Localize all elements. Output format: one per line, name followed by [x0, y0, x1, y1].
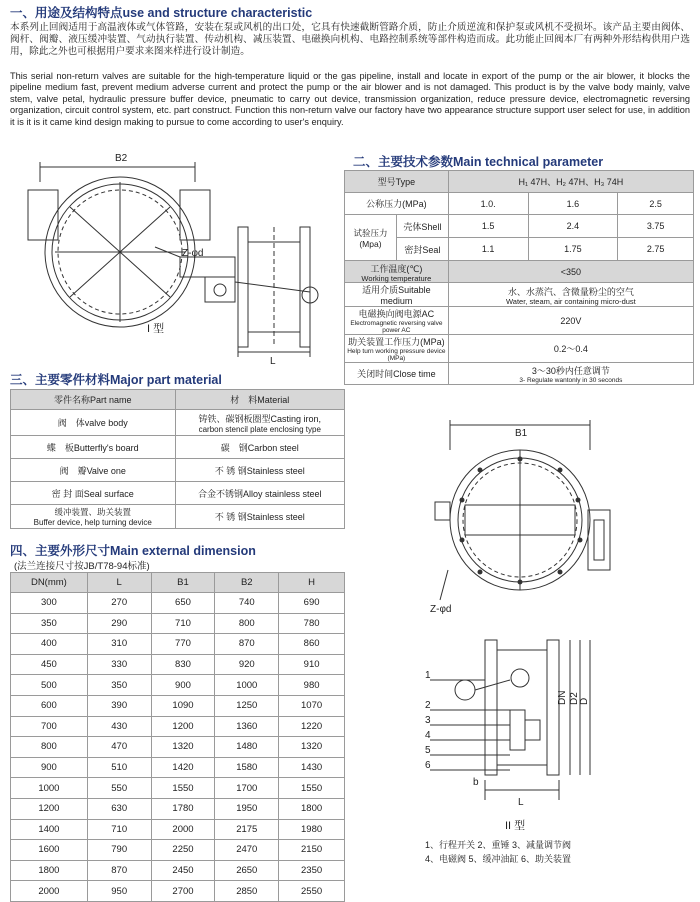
type2-callout-number: 5	[425, 745, 431, 756]
dimension-cell: 1000	[11, 778, 88, 799]
dimension-cell: 700	[11, 716, 88, 737]
column-header: H	[279, 573, 345, 593]
type2-dn-label: DN	[557, 690, 568, 705]
power-label	[345, 307, 449, 335]
dimension-cell: 1320	[151, 737, 215, 758]
material-header: 材 料Material	[175, 390, 345, 410]
dimension-cell: 2650	[215, 860, 279, 881]
dimension-cell: 390	[87, 695, 151, 716]
shell-value: 3.75	[618, 215, 694, 238]
dimension-cell: 630	[87, 798, 151, 819]
dimension-cell: 300	[11, 593, 88, 614]
part-material-table	[10, 389, 345, 529]
part-material: 不 锈 钢Stainless steel	[175, 505, 345, 529]
dimension-row	[11, 654, 345, 675]
dimension-cell: 800	[11, 737, 88, 758]
external-dimension-table	[10, 572, 345, 902]
dimension-row	[11, 695, 345, 716]
type2-callout-number: 1	[425, 670, 431, 681]
dimension-cell: 1700	[215, 778, 279, 799]
dimension-cell: 870	[87, 860, 151, 881]
dimension-cell: 1360	[215, 716, 279, 737]
dimension-cell: 430	[87, 716, 151, 737]
temperature-label-en: Working temperature	[361, 273, 432, 283]
dimension-cell: 1980	[279, 819, 345, 840]
part-name: 密 封 面Seal surface	[11, 482, 176, 505]
type-value: H₁ 47H、H₂ 47H、H₃ 74H	[448, 171, 693, 193]
dimension-row	[11, 675, 345, 696]
type1-zd-label: Z-φd	[182, 248, 204, 259]
dimension-cell: 860	[279, 634, 345, 655]
dimension-cell: 2150	[279, 840, 345, 861]
nominal-value: 1.6	[528, 193, 618, 215]
dimension-cell: 1800	[279, 798, 345, 819]
dimension-cell: 550	[87, 778, 151, 799]
medium-value-en: Water, steam, air containing micro-dust	[505, 296, 636, 306]
test-pressure-label: 试验压力(Mpa)	[345, 215, 397, 261]
dimension-cell: 650	[151, 593, 215, 614]
part-name-line2: Buffer device, help turning device	[33, 518, 152, 527]
dimension-cell: 270	[87, 593, 151, 614]
part-name: 阀 瓣Valve one	[11, 459, 176, 482]
dimension-cell: 1550	[151, 778, 215, 799]
column-header: L	[87, 573, 151, 593]
dimension-cell: 510	[87, 757, 151, 778]
dimension-cell: 1070	[279, 695, 345, 716]
dimension-cell: 1090	[151, 695, 215, 716]
dimension-cell: 2000	[151, 819, 215, 840]
dimension-cell: 2000	[11, 881, 88, 902]
dimension-cell: 400	[11, 634, 88, 655]
dimension-cell: 1780	[151, 798, 215, 819]
dimension-cell: 980	[279, 675, 345, 696]
type2-callout-number: 6	[425, 760, 431, 771]
dimension-cell: 1000	[215, 675, 279, 696]
dimension-cell: 710	[151, 613, 215, 634]
dimension-cell: 600	[11, 695, 88, 716]
medium-value	[448, 283, 693, 307]
dimension-cell: 920	[215, 654, 279, 675]
dimension-row	[11, 613, 345, 634]
shell-label: 壳体Shell	[396, 215, 448, 238]
section4-subtitle: (法兰连接尺寸按JB/T78-94标准)	[14, 561, 150, 572]
technical-parameter-table	[344, 170, 694, 385]
dimension-cell: 780	[279, 613, 345, 634]
section1-en-text: This serial non-return valves are suitable for the high-temperature liquid or the gas pipeline, install and locate in export of the pump or the air blower, it blocks the pipeline medium fast, prevent medium adverse current and protect the pump or the air blower and is not damaged. This product is by the valve body mainly, valve stem, valve petal, hydraulic pressure buffer device, pneumatic to carry out device, transmission organization, reduce pressure device, electromagnetic reversing organization, circuit control system, etc. part construct. Function this non-return valve our factory have two appearance structure support user select for use, in addition it is it is it came kind design making to pursue to come according to user's enquiry.	[10, 71, 690, 127]
help-pressure-value: 0.2～0.4	[448, 335, 693, 363]
power-value: 220V	[448, 307, 693, 335]
help-pressure-label	[345, 335, 449, 363]
close-time-value-en: 3- Regulate wantonly in 30 seconds	[519, 376, 623, 384]
dimension-cell: 690	[279, 593, 345, 614]
dimension-cell: 2175	[215, 819, 279, 840]
type2-d-label: D	[579, 697, 590, 705]
part-material: 合金不锈钢Alloy stainless steel	[175, 482, 345, 505]
section4-title: 四、主要外形尺寸Main external dimension	[10, 544, 256, 558]
type2-b-label: b	[473, 777, 479, 788]
temperature-value: <350	[448, 261, 693, 283]
dimension-cell: 1550	[279, 778, 345, 799]
shell-value: 1.5	[448, 215, 528, 238]
type2-front-drawing	[400, 420, 620, 620]
dimension-cell: 1420	[151, 757, 215, 778]
power-label-en: Electromagnetic reversing valve power AC	[350, 320, 443, 334]
dimension-cell: 800	[215, 613, 279, 634]
part-name-line1: 缓冲装置、助关装置	[54, 507, 131, 517]
type2-legend-line2: 4、电磁阀 5、缓冲油缸 6、助关装置	[425, 854, 572, 864]
dimension-cell: 1250	[215, 695, 279, 716]
dimension-cell: 900	[11, 757, 88, 778]
section1-cn-text: 本系列止回阀适用于高温液体或气体管路，安装在泵或风机的出口处，它具有快速截断管路介质，防止介质逆流和保护泵或风机不受损坏。该产品主要由阀体、阀杆、阀瓣、液压缓冲装置、气动执行装置、传动机构、减压装置、电磁换向机构、电路控制系统等部件构造而成。此功能止回阀本厂有两种外形结构供用户选用，除此之外也可根据用户要求来图来样进行设计制造。	[10, 22, 690, 57]
dimension-cell: 1580	[215, 757, 279, 778]
type2-zd-label: Z-φd	[430, 604, 452, 615]
part-material: 碳 钢Carbon steel	[175, 436, 345, 459]
type-label: 型号Type	[345, 171, 449, 193]
type1-caption: I 型	[147, 323, 165, 335]
temperature-label	[345, 261, 449, 283]
dimension-cell: 1430	[279, 757, 345, 778]
help-pressure-label-en: Help turn working pressure device (MPa)	[347, 348, 446, 362]
type1-b2-label: B2	[115, 153, 128, 164]
medium-label: 适用介质Suitable medium	[345, 283, 449, 307]
medium-value-cn: 水、水蒸汽、含微量粉尘的空气	[507, 286, 634, 297]
type2-callout-number: 3	[425, 715, 431, 726]
part-material-line2: carbon stencil plate enclosing type	[198, 424, 321, 434]
part-material: 不 锈 钢Stainless steel	[175, 459, 345, 482]
dimension-row	[11, 757, 345, 778]
column-header: DN(mm)	[11, 573, 88, 593]
help-pressure-label-cn: 助关装置工作压力(MPa)	[348, 337, 445, 347]
dimension-row	[11, 716, 345, 737]
dimension-cell: 1400	[11, 819, 88, 840]
dimension-cell: 1950	[215, 798, 279, 819]
seal-value: 1.1	[448, 238, 528, 261]
dimension-row	[11, 593, 345, 614]
power-label-cn: 电磁换向阀电源AC	[358, 309, 435, 319]
dimension-cell: 2850	[215, 881, 279, 902]
dimension-cell: 770	[151, 634, 215, 655]
seal-label: 密封Seal	[396, 238, 448, 261]
dimension-cell: 1200	[11, 798, 88, 819]
dimension-row	[11, 860, 345, 881]
dimension-cell: 2450	[151, 860, 215, 881]
nominal-value: 1.0.	[448, 193, 528, 215]
type2-caption: II 型	[505, 820, 526, 832]
dimension-cell: 350	[11, 613, 88, 634]
dimension-cell: 350	[87, 675, 151, 696]
dimension-cell: 2350	[279, 860, 345, 881]
temperature-label-cn: 工作温度(℃)	[370, 263, 423, 274]
column-header: B1	[151, 573, 215, 593]
dimension-row	[11, 881, 345, 902]
section1-title: 一、用途及结构特点use and structure characteristic	[10, 6, 313, 20]
dimension-row	[11, 737, 345, 758]
dimension-cell: 1480	[215, 737, 279, 758]
dimension-row	[11, 634, 345, 655]
section2-title: 二、主要技术参数Main technical parameter	[353, 155, 604, 169]
part-material-line1: 铸铁、碳钢板圈型Casting iron,	[198, 413, 322, 424]
dimension-row	[11, 798, 345, 819]
dimension-cell: 740	[215, 593, 279, 614]
type2-d2-label: D2	[569, 692, 580, 705]
dimension-cell: 290	[87, 613, 151, 634]
dimension-cell: 900	[151, 675, 215, 696]
nominal-pressure-label: 公称压力(MPa)	[345, 193, 449, 215]
type2-callout-number: 2	[425, 700, 431, 711]
type2-callout-number: 4	[425, 730, 431, 741]
dimension-cell: 710	[87, 819, 151, 840]
section3-title: 三、主要零件材料Major part material	[10, 373, 222, 387]
dimension-cell: 1800	[11, 860, 88, 881]
dimension-cell: 2700	[151, 881, 215, 902]
dimension-cell: 310	[87, 634, 151, 655]
part-name	[11, 505, 176, 529]
dimension-cell: 870	[215, 634, 279, 655]
type1-valve-drawing	[10, 152, 340, 367]
dimension-cell: 1200	[151, 716, 215, 737]
seal-value: 1.75	[528, 238, 618, 261]
dimension-cell: 470	[87, 737, 151, 758]
dimension-row	[11, 778, 345, 799]
dimension-header-row	[11, 573, 345, 593]
dimension-cell: 2550	[279, 881, 345, 902]
part-name: 阀 体valve body	[11, 410, 176, 436]
part-name: 蝶 板Butterfly's board	[11, 436, 176, 459]
part-material	[175, 410, 345, 436]
column-header: B2	[215, 573, 279, 593]
close-time-value-cn: 3～30秒内任意调节	[531, 365, 610, 376]
dimension-cell: 1600	[11, 840, 88, 861]
shell-value: 2.4	[528, 215, 618, 238]
dimension-cell: 2470	[215, 840, 279, 861]
part-header: 零件名称Part name	[11, 390, 176, 410]
nominal-value: 2.5	[618, 193, 694, 215]
dimension-cell: 950	[87, 881, 151, 902]
dimension-cell: 450	[11, 654, 88, 675]
dimension-cell: 2250	[151, 840, 215, 861]
type2-b1-label: B1	[515, 428, 528, 439]
type2-side-drawing	[425, 630, 605, 810]
dimension-cell: 830	[151, 654, 215, 675]
dimension-cell: 1320	[279, 737, 345, 758]
dimension-row	[11, 819, 345, 840]
dimension-cell: 910	[279, 654, 345, 675]
dimension-row	[11, 840, 345, 861]
close-time-label: 关闭时间Close time	[345, 363, 449, 385]
seal-value: 2.75	[618, 238, 694, 261]
type1-l-label: L	[270, 356, 276, 367]
dimension-cell: 500	[11, 675, 88, 696]
type2-l-label: L	[518, 797, 524, 808]
dimension-cell: 1220	[279, 716, 345, 737]
dimension-cell: 790	[87, 840, 151, 861]
close-time-value	[448, 363, 693, 385]
dimension-cell: 330	[87, 654, 151, 675]
type2-legend-line1: 1、行程开关 2、重锤 3、减量调节阀	[425, 840, 572, 850]
